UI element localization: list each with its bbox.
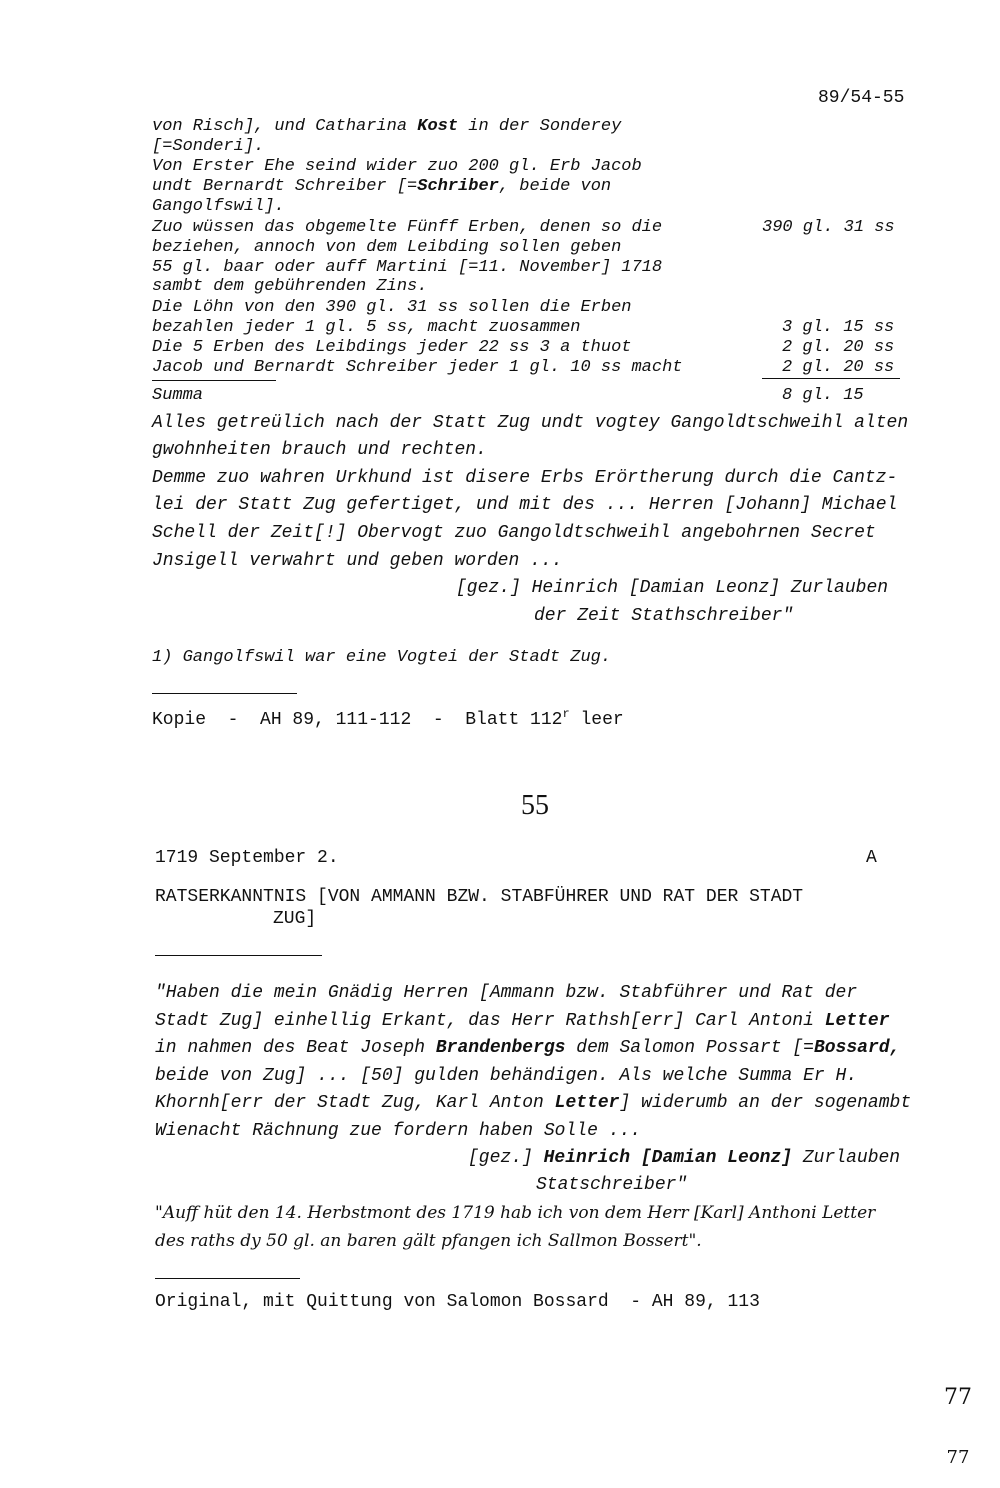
sum-underline [762,378,900,379]
text-line: gwohnheiten brauch und rechten. [152,440,487,460]
text-line: Jnsigell verwahrt und geben worden ... [152,551,563,571]
document-date: 1719 September 2. [155,848,339,868]
amount: 2 gl. 20 ss [782,338,895,357]
name-bold: Bossard, [813,1038,901,1058]
text-line: sambt dem gebührenden Zins. [152,277,428,296]
text-span: in nahmen des Beat Joseph [155,1038,436,1058]
amount: 2 gl. 20 ss [782,358,895,377]
summa-label: Summa [152,386,204,405]
text-line: Demme zuo wahren Urkhund ist disere Erbs Erörtherung durch die Cantz- [152,468,898,488]
summa-amount: 8 gl. 15 [782,386,864,405]
text-line [152,117,621,136]
text-span: leer [569,710,624,730]
page-stamp [944,1348,972,1488]
document-title: ZUG] [273,909,317,929]
text-span: Stadt Zug] einhellig Erkant, das Herr Rathsh[err] Carl Antoni [155,1011,825,1031]
footnote: 1) Gangolfswil war eine Vogtei der Stadt Zug. [152,648,612,667]
divider-line [152,380,276,381]
text-line: Von Erster Ehe seind wider zuo 200 gl. Erb Jacob [152,157,642,176]
stamp-number: 77 [944,1385,972,1410]
text-line: 55 gl. baar oder auff Martini [=11. November] 1718 [152,258,663,277]
text-line: "Haben die mein Gnädig Herren [Ammann bzw. Stabführer und Rat der [155,983,858,1003]
text-span: undt Bernardt Schreiber [= [152,177,418,196]
text-line: Alles getreülich nach der Statt Zug undt vogtey Gangoldtschweihl alten [152,413,909,433]
name-bold: Letter [824,1011,890,1031]
text-line: Gangolfswil]. [152,197,285,216]
stamp-number: 77 [946,1447,970,1468]
receipt-text: "Auff hüt den 14. Herbstmont des 1719 hab ich von dem Herr [Karl] Anthoni Letter [155,1203,876,1223]
text-span: Zurlauben [792,1148,901,1168]
text-line: Die 5 Erben des Leibdings jeder 22 ss 3 a thuot [152,338,632,357]
divider-line [155,955,322,956]
source-note: Original, mit Quittung von Salomon Bossard - AH 89, 113 [155,1292,760,1312]
signature-line: [gez.] Heinrich [Damian Leonz] Zurlauben [456,578,889,598]
receipt-text: des raths dy 50 gl. an baren gält pfangen ich Sallmon Bossert". [155,1231,702,1251]
page-reference: 89/54-55 [818,88,905,108]
text-line: beziehen, annoch von dem Leibding sollen geben [152,238,622,257]
text-line: Schell der Zeit[!] Obervogt zuo Gangoldtschweihl angebohrnen Secret [152,523,876,543]
text-span: Kopie - AH 89, 111-112 - Blatt 112 [152,710,563,730]
signature-title: der Zeit Stathschreiber" [534,606,794,626]
text-line: bezahlen jeder 1 gl. 5 ss, macht zuosammen [152,318,581,337]
name-bold: Heinrich [Damian Leonz] [543,1148,793,1168]
text-line [155,1093,911,1113]
text-line: Jacob und Bernardt Schreiber jeder 1 gl. 10 ss macht [152,358,683,377]
amount: 390 gl. 31 ss [762,218,895,237]
name-bold: Letter [554,1093,620,1113]
text-span: ] widerumb an der sogenambt [619,1093,912,1113]
text-line: [=Sonderi]. [152,137,265,156]
text-line: lei der Statt Zug gefertiget, und mit des ... Herren [Johann] Michael [152,495,898,515]
text-line [155,1038,900,1058]
text-line: Zuo wüssen das obgemelte Fünff Erben, denen so die [152,218,663,237]
divider-line [152,693,297,694]
text-line [155,1011,890,1031]
text-line [152,177,611,196]
divider-line [155,1278,300,1279]
name-bold: Brandenbergs [435,1038,566,1058]
text-line: Wienacht Rächnung zue fordern haben Solle ... [155,1121,642,1141]
signature-title: Statschreiber" [536,1175,688,1195]
name-bold: Kost [417,117,459,136]
document-title: RATSERKANNTNIS [VON AMMANN BZW. STABFÜHRER UND RAT DER STADT [155,887,804,907]
text-span: , beide von [498,177,612,196]
superscript: r [562,707,570,721]
name-bold: Schriber [417,177,499,196]
amount: 3 gl. 15 ss [782,318,895,337]
document-letter: A [866,848,877,868]
text-span: dem Salomon Possart [= [565,1038,814,1058]
text-span: Khornh[err der Stadt Zug, Karl Anton [155,1093,555,1113]
text-line: Die Löhn von den 390 gl. 31 ss sollen die Erben [152,298,632,317]
text-span: in der Sonderey [458,117,622,136]
signature-line [468,1148,900,1168]
source-note [152,707,624,730]
text-line: beide von Zug] ... [50] gulden behändigen. Als welche Summa Er H. [155,1066,858,1086]
text-span: [gez.] [468,1148,544,1168]
document-number: 55 [521,790,549,821]
text-span: von Risch], und Catharina [152,117,418,136]
